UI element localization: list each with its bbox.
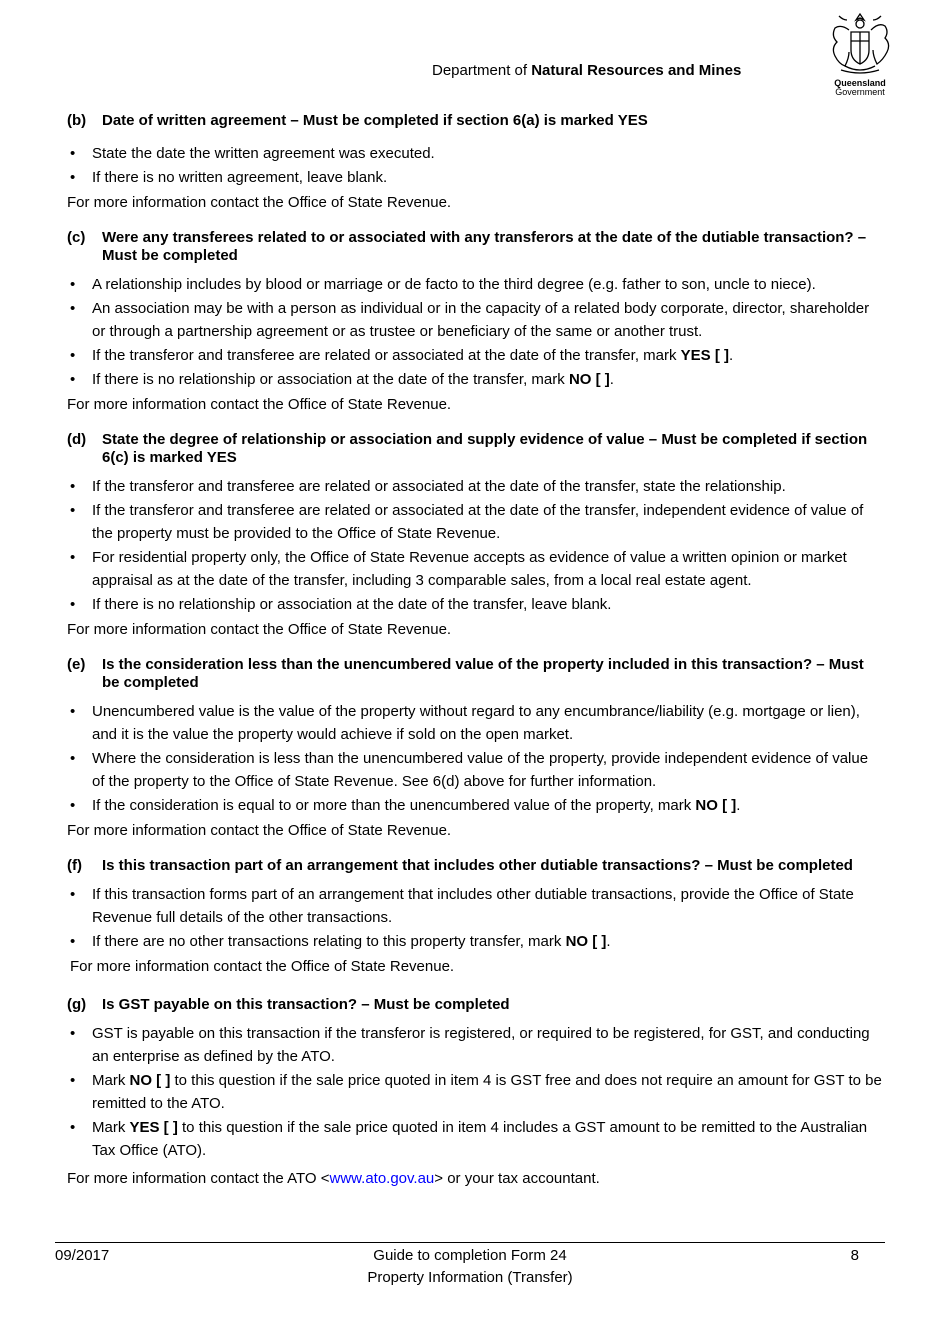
section-title: Is GST payable on this transaction? – Must be completed [102,996,510,1013]
info-note: For more information contact the Office of State Revenue. [67,822,452,839]
info-note: For more information contact the ATO <www.ato.gov.au> or your tax accountant. [67,1170,600,1187]
section-f-bullets [67,883,882,953]
bullet-item: • If there is no written agreement, leave blank. [67,166,882,189]
info-note: For more information contact the Office of State Revenue. [70,958,455,975]
bullet-item: • If the transferor and transferee are related or associated at the date of the transfer, independent evidence of value of the property must be provided to the Office of State Revenue. [67,499,882,545]
queensland-government-logo [825,8,895,98]
section-title: Is this transaction part of an arrangement that includes other dutiable transactions? – Must be completed [102,857,853,874]
bullet-item: • Unencumbered value is the value of the property without regard to any encumbrance/liability (e.g. mortgage or lien), and it is the value the property would achieve if sold on the open market. [67,700,882,746]
logo-text-queensland: Queensland [834,78,886,88]
section-letter: (c) [67,229,86,246]
bullet-item: • If there are no other transactions relating to this property transfer, mark NO [ ]. [67,930,882,953]
section-letter: (b) [67,112,87,129]
department-name: Department of Natural Resources and Mines [432,62,742,79]
bullet-item: • GST is payable on this transaction if the transferor is registered, or required to be registered, for GST, and conducting an enterprise as defined by the ATO. [67,1022,882,1068]
section-c-bullets [67,273,882,391]
section-title: State the degree of relationship or association and supply evidence of value – Must be completed if section 6(c) is marked YES [102,431,868,466]
section-letter: (e) [67,656,86,673]
page-number: 8 [850,1247,859,1264]
bullet-item: • For residential property only, the Office of State Revenue accepts as evidence of value a written opinion or market appraisal as at the date of the transfer, including 3 comparable sales, from a local real estate agent. [67,546,882,592]
info-note: For more information contact the Office of State Revenue. [67,194,452,211]
bullet-item: • If the transferor and transferee are related or associated at the date of the transfer, mark YES [ ]. [67,344,882,367]
section-letter: (f) [67,857,82,874]
section-d-heading [67,431,882,467]
logo-text-government: Government [835,87,885,97]
bullet-item: • If there is no relationship or association at the date of the transfer, leave blank. [67,593,882,616]
section-letter: (g) [67,996,87,1013]
section-e-bullets [67,700,882,817]
bullet-item: • Mark NO [ ] to this question if the sale price quoted in item 4 is GST free and does not require an amount for GST to be remitted to the ATO. [67,1069,882,1115]
section-title: Date of written agreement – Must be completed if section 6(a) is marked YES [102,112,648,129]
bullet-item: • If this transaction forms part of an arrangement that includes other dutiable transactions, provide the Office of State Revenue full details of the other transactions. [67,883,882,929]
bullet-item: • If the transferor and transferee are related or associated at the date of the transfer, state the relationship. [67,475,882,498]
section-d-bullets [67,475,882,616]
section-b-heading [67,112,882,130]
info-note: For more information contact the Office of State Revenue. [67,396,452,413]
section-title: Were any transferees related to or associated with any transferors at the date of the dutiable transaction? – Must be completed [102,229,867,264]
footer-date: 09/2017 [55,1247,110,1264]
section-f-heading [67,857,882,875]
section-b-bullets [67,142,882,189]
ato-website-link[interactable]: www.ato.gov.au [329,1170,435,1187]
bullet-item: • If the consideration is equal to or more than the unencumbered value of the property, mark NO [ ]. [67,794,882,817]
bullet-item: • Where the consideration is less than the unencumbered value of the property, provide independent evidence of value of the property to the Office of State Revenue. See 6(d) above for further information. [67,747,882,793]
bullet-item: • State the date the written agreement was executed. [67,142,882,165]
info-note: For more information contact the Office of State Revenue. [67,621,452,638]
section-g-bullets [67,1022,882,1162]
bullet-item: • An association may be with a person as individual or in the capacity of a related body corporate, director, shareholder or through a partnership agreement or as trustee or beneficiary of the same or another trust. [67,297,882,343]
section-letter: (d) [67,431,87,448]
page-content [67,112,882,1190]
page-header [0,0,950,110]
section-g-heading [67,996,882,1014]
section-title: Is the consideration less than the unencumbered value of the property included in this transaction? – Must be completed [102,656,864,691]
bullet-item: • Mark YES [ ] to this question if the sale price quoted in item 4 includes a GST amount to be remitted to the Australian Tax Office (ATO). [67,1116,882,1162]
footer-title: Guide to completion Form 24 [373,1247,567,1264]
section-e-heading [67,656,882,692]
coat-of-arms-icon [825,8,895,78]
section-c-heading [67,229,882,265]
footer-subtitle: Property Information (Transfer) [367,1269,573,1286]
bullet-item: • If there is no relationship or association at the date of the transfer, mark NO [ ]. [67,368,882,391]
bullet-item: • A relationship includes by blood or marriage or de facto to the third degree (e.g. father to son, uncle to niece). [67,273,882,296]
page-footer [55,1242,885,1293]
